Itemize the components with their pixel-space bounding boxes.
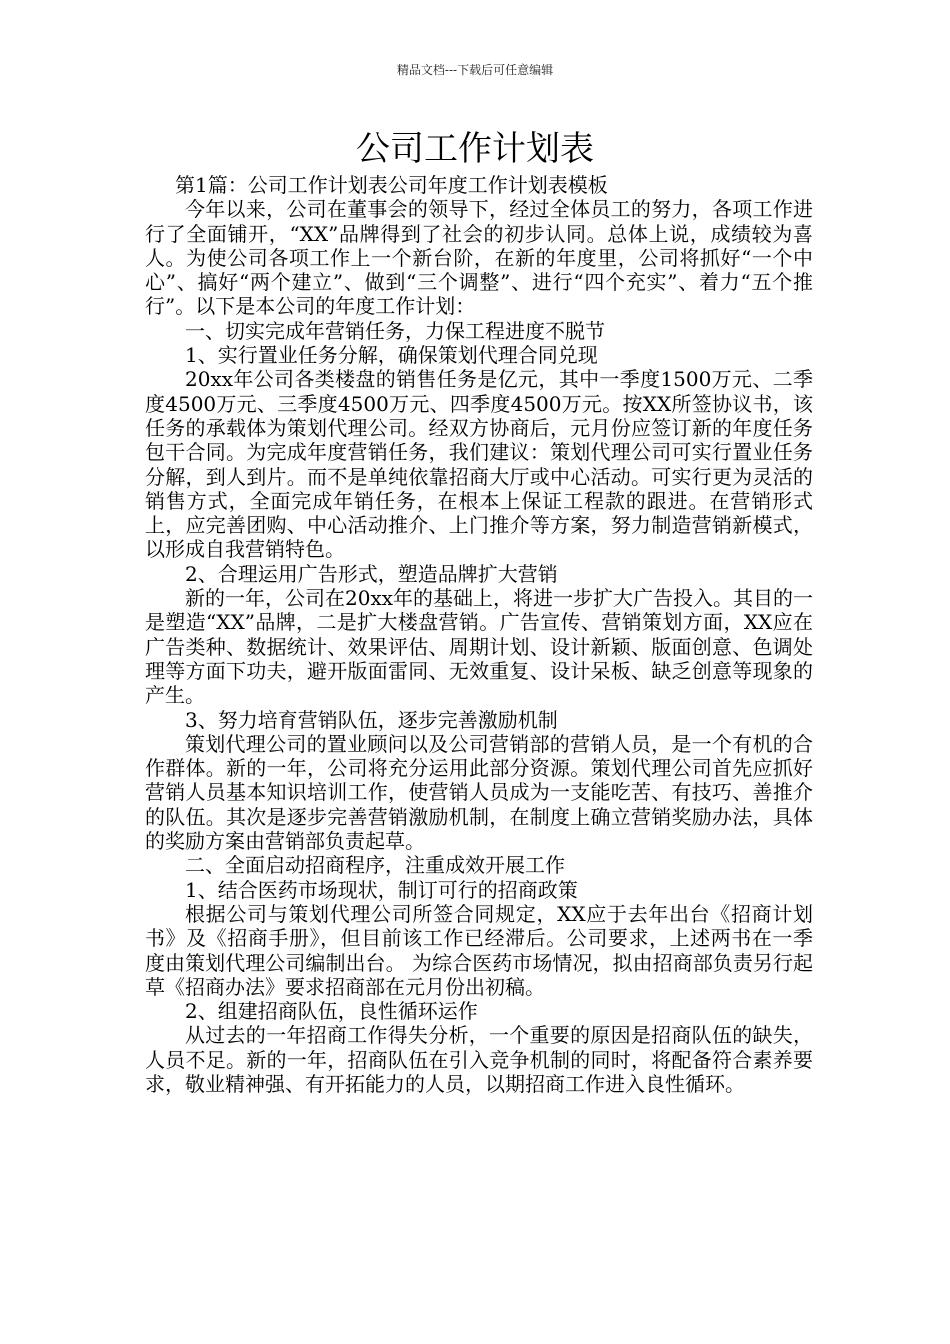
paragraph-1-3: 策划代理公司的置业顾问以及公司营销部的营销人员，是一个有机的合作群体。新的一年，公司将充分运用此部分资源。策划代理公司首先应抓好营销人员基本知识培训工作，使营销人员成为一支能吃苦、有技巧、善推介的队伍。其次是逐步完善营销激励机制，在制度上确立营销奖励办法，具体的奖励方案由营销部负责起草。 (145, 731, 813, 854)
paragraph-1-2: 新的一年，公司在20xx年的基础上，将进一步扩大广告投入。其目的一是塑造“XX”品牌，二是扩大楼盘营销。广告宣传、营销策划方面，XX应在广告类种、数据统计、效果评估、周期计划、设计新颖、版面创意、色调处理等方面下功夫，避开版面雷同、无效重复、设计呆板、缺乏创意等现象的产生。 (145, 586, 814, 708)
paragraph-2-2: 从过去的一年招商工作得失分析，一个重要的原因是招商队伍的缺失，人员不足。新的一年，招商队伍在引入竞争机制的同时，将配备符合素养要求，敬业精神强、有开拓能力的人员，以期招商工作进入良性循环。 (145, 1023, 813, 1096)
page-header-watermark: 精品文档---下载后可任意编辑 (396, 63, 554, 77)
subsection-heading-2-2: 2、组建招商队伍，良性循环运作 (185, 999, 478, 1024)
paragraph-1-1: 20xx年公司各类楼盘的销售任务是亿元，其中一季度1500万元、二季度4500万元、三季度4500万元、四季度4500万元。按XX所签协议书，该任务的承载体为策划代理公司。经双方协商后，元月份应签订新的年度任务包干合同。为完成年度营销任务，我们建议：策划代理公司可实行置业任务分解，到人到片。而不是单纯依靠招商大厅或中心活动。可实行更为灵活的销售方式，全面完成年销任务，在根本上保证工程款的跟进。在营销形式上，应完善团购、中心活动推介、上门推介等方案，努力制造营销新模式，以形成自我营销特色。 (145, 367, 813, 562)
paragraph-intro: 今年以来，公司在董事会的领导下，经过全体员工的努力，各项工作进行了全面铺开，“XX”品牌得到了社会的初步认同。总体上说，成绩较为喜人。为使公司各项工作上一个新台阶，在新的年度里，公司将抓好“一个中心”、搞好“两个建立”、做到“三个调整”、进行“四个充实”、着力“五个推行”。以下是本公司的年度工作计划： (145, 197, 813, 319)
subsection-heading-1-3: 3、努力培育营销队伍，逐步完善激励机制 (185, 707, 558, 732)
subsection-heading-1-2: 2、合理运用广告形式，塑造品牌扩大营销 (185, 561, 558, 586)
document-subtitle: 第1篇：公司工作计划表公司年度工作计划表模板 (175, 173, 608, 197)
section-heading-1: 一、切实完成年营销任务，力保工程进度不脱节 (185, 318, 605, 343)
subsection-heading-1-1: 1、实行置业任务分解，确保策划代理合同兑现 (185, 343, 598, 368)
document-title: 公司工作计划表 (356, 129, 594, 169)
section-heading-2: 二、全面启动招商程序，注重成效开展工作 (185, 853, 565, 878)
paragraph-2-1: 根据公司与策划代理公司所签合同规定，XX应于去年出台《招商计划书》及《招商手册》，但目前该工作已经滞后。公司要求，上述两书在一季度由策划代理公司编制出台。 为综合医药市场情况，拟由招商部负责另行起草《招商办法》要求招商部在元月份出初稿。 (145, 901, 813, 999)
subsection-heading-2-1: 1、结合医药市场现状，制订可行的招商政策 (185, 877, 578, 902)
document-body (145, 173, 813, 1096)
